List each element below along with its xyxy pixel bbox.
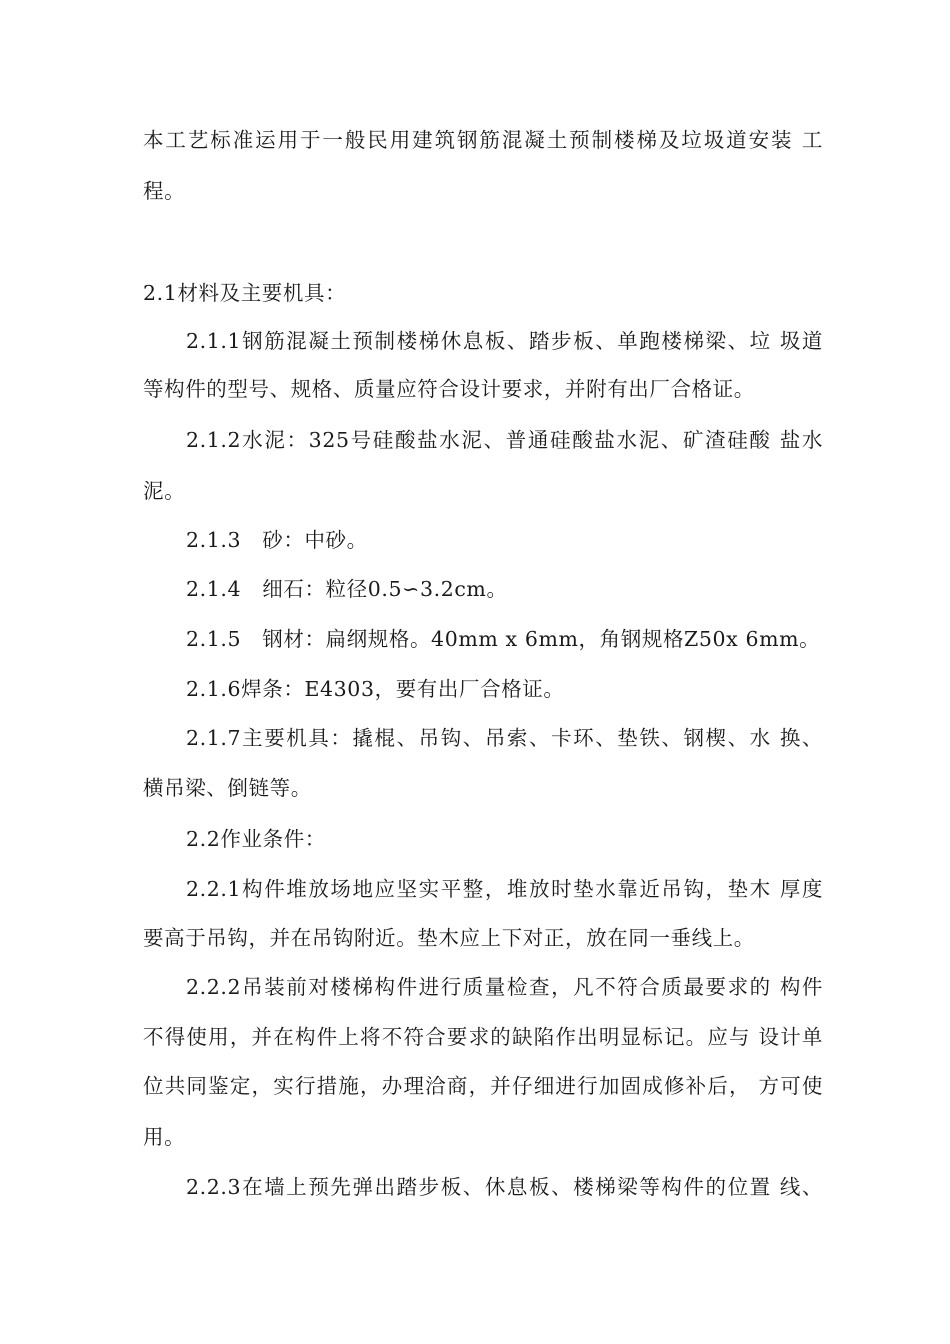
item-2-2-2-line-4: 用。 [143,1125,186,1149]
item-2-1-1-line-2: 等构件的型号、规格、质量应符合设计要求，并附有出厂合格证。 [143,377,755,401]
paragraph-scope-line-1: 本工艺标准运用于一般民用建筑钢筋混凝土预制楼梯及垃圾道安装 工 [143,128,823,152]
item-2-1-1-line-1: 2.1.1钢筋混凝土预制楼梯休息板、踏步板、单跑楼梯梁、垃 圾道 [186,329,823,353]
item-2-1-2-line-1: 2.1.2水泥：325号硅酸盐水泥、普通硅酸盐水泥、矿渣硅酸 盐水 [186,428,823,452]
item-2-1-7-line-2: 横吊梁、倒链等。 [143,776,312,800]
item-2-2-3-line-1: 2.2.3在墙上预先弹出踏步板、休息板、楼梯梁等构件的位置 线、 [186,1175,823,1199]
section-heading-materials: 2.1材料及主要机具： [143,281,347,305]
item-2-2-1-line-1: 2.2.1构件堆放场地应坚实平整，堆放时垫水靠近吊钩，垫木 厚度 [186,877,823,901]
item-2-1-7-line-1: 2.1.7主要机具：撬棍、吊钩、吊索、卡环、垫铁、钢楔、水 换、 [186,726,823,750]
item-2-2-2-line-2: 不得使用，并在构件上将不符合要求的缺陷作出明显标记。应与 设计单 [143,1025,823,1049]
section-heading-conditions: 2.2作业条件： [186,827,326,851]
item-2-1-3: 2.1.3 砂：中砂。 [186,528,368,552]
paragraph-scope-line-2: 程。 [143,179,186,203]
item-2-1-2-line-2: 泥。 [143,479,186,503]
item-2-2-1-line-2: 要高于吊钩，并在吊钩附近。垫木应上下对正，放在同一垂线上。 [143,926,755,950]
item-2-1-4: 2.1.4 细石：粒径0.5∽3.2cm。 [186,577,508,601]
item-2-2-2-line-3: 位共同鉴定，实行措施，办理洽商，并仔细进行加固成修补后， 方可使 [143,1074,823,1098]
item-2-2-2-line-1: 2.2.2吊装前对楼梯构件进行质量检查，凡不符合质最要求的 构件 [186,975,823,999]
item-2-1-5: 2.1.5 钢材：扁纲规格。40mm x 6mm，角钢规格Z50x 6mm。 [186,627,821,651]
item-2-1-6: 2.1.6焊条：E4303，要有出厂合格证。 [186,677,565,701]
